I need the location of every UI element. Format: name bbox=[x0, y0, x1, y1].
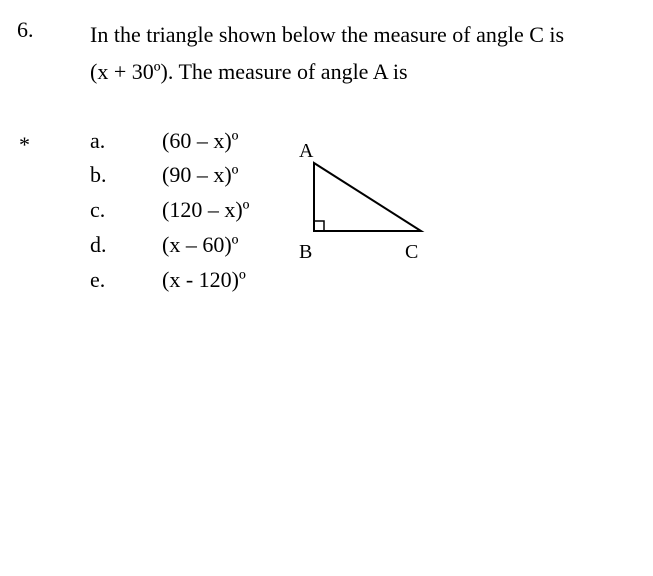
option-e-text: (x - 120)º bbox=[162, 267, 246, 292]
question-number: 6. bbox=[17, 17, 34, 42]
option-a-letter: a. bbox=[90, 128, 106, 153]
vertex-label-c: C bbox=[405, 241, 419, 263]
correct-answer-marker: * bbox=[19, 132, 30, 157]
option-c-text: (120 – x)º bbox=[162, 197, 250, 222]
option-a-text: (60 – x)º bbox=[162, 128, 239, 153]
option-e-letter: e. bbox=[90, 267, 106, 292]
triangle-outline bbox=[314, 163, 421, 231]
question-line-1: In the triangle shown below the measure of angle C is bbox=[90, 22, 565, 47]
right-angle-marker bbox=[314, 221, 324, 231]
option-b-text: (90 – x)º bbox=[162, 162, 239, 187]
option-c-letter: c. bbox=[90, 197, 106, 222]
option-d-letter: d. bbox=[90, 232, 107, 257]
option-d-text: (x – 60)º bbox=[162, 232, 239, 257]
question-text bbox=[90, 16, 635, 90]
vertex-label-a: A bbox=[299, 140, 314, 162]
option-b-letter: b. bbox=[90, 162, 107, 187]
vertex-label-b: B bbox=[299, 241, 313, 263]
question-line-2: (x + 30º). The measure of angle A is bbox=[90, 59, 408, 84]
